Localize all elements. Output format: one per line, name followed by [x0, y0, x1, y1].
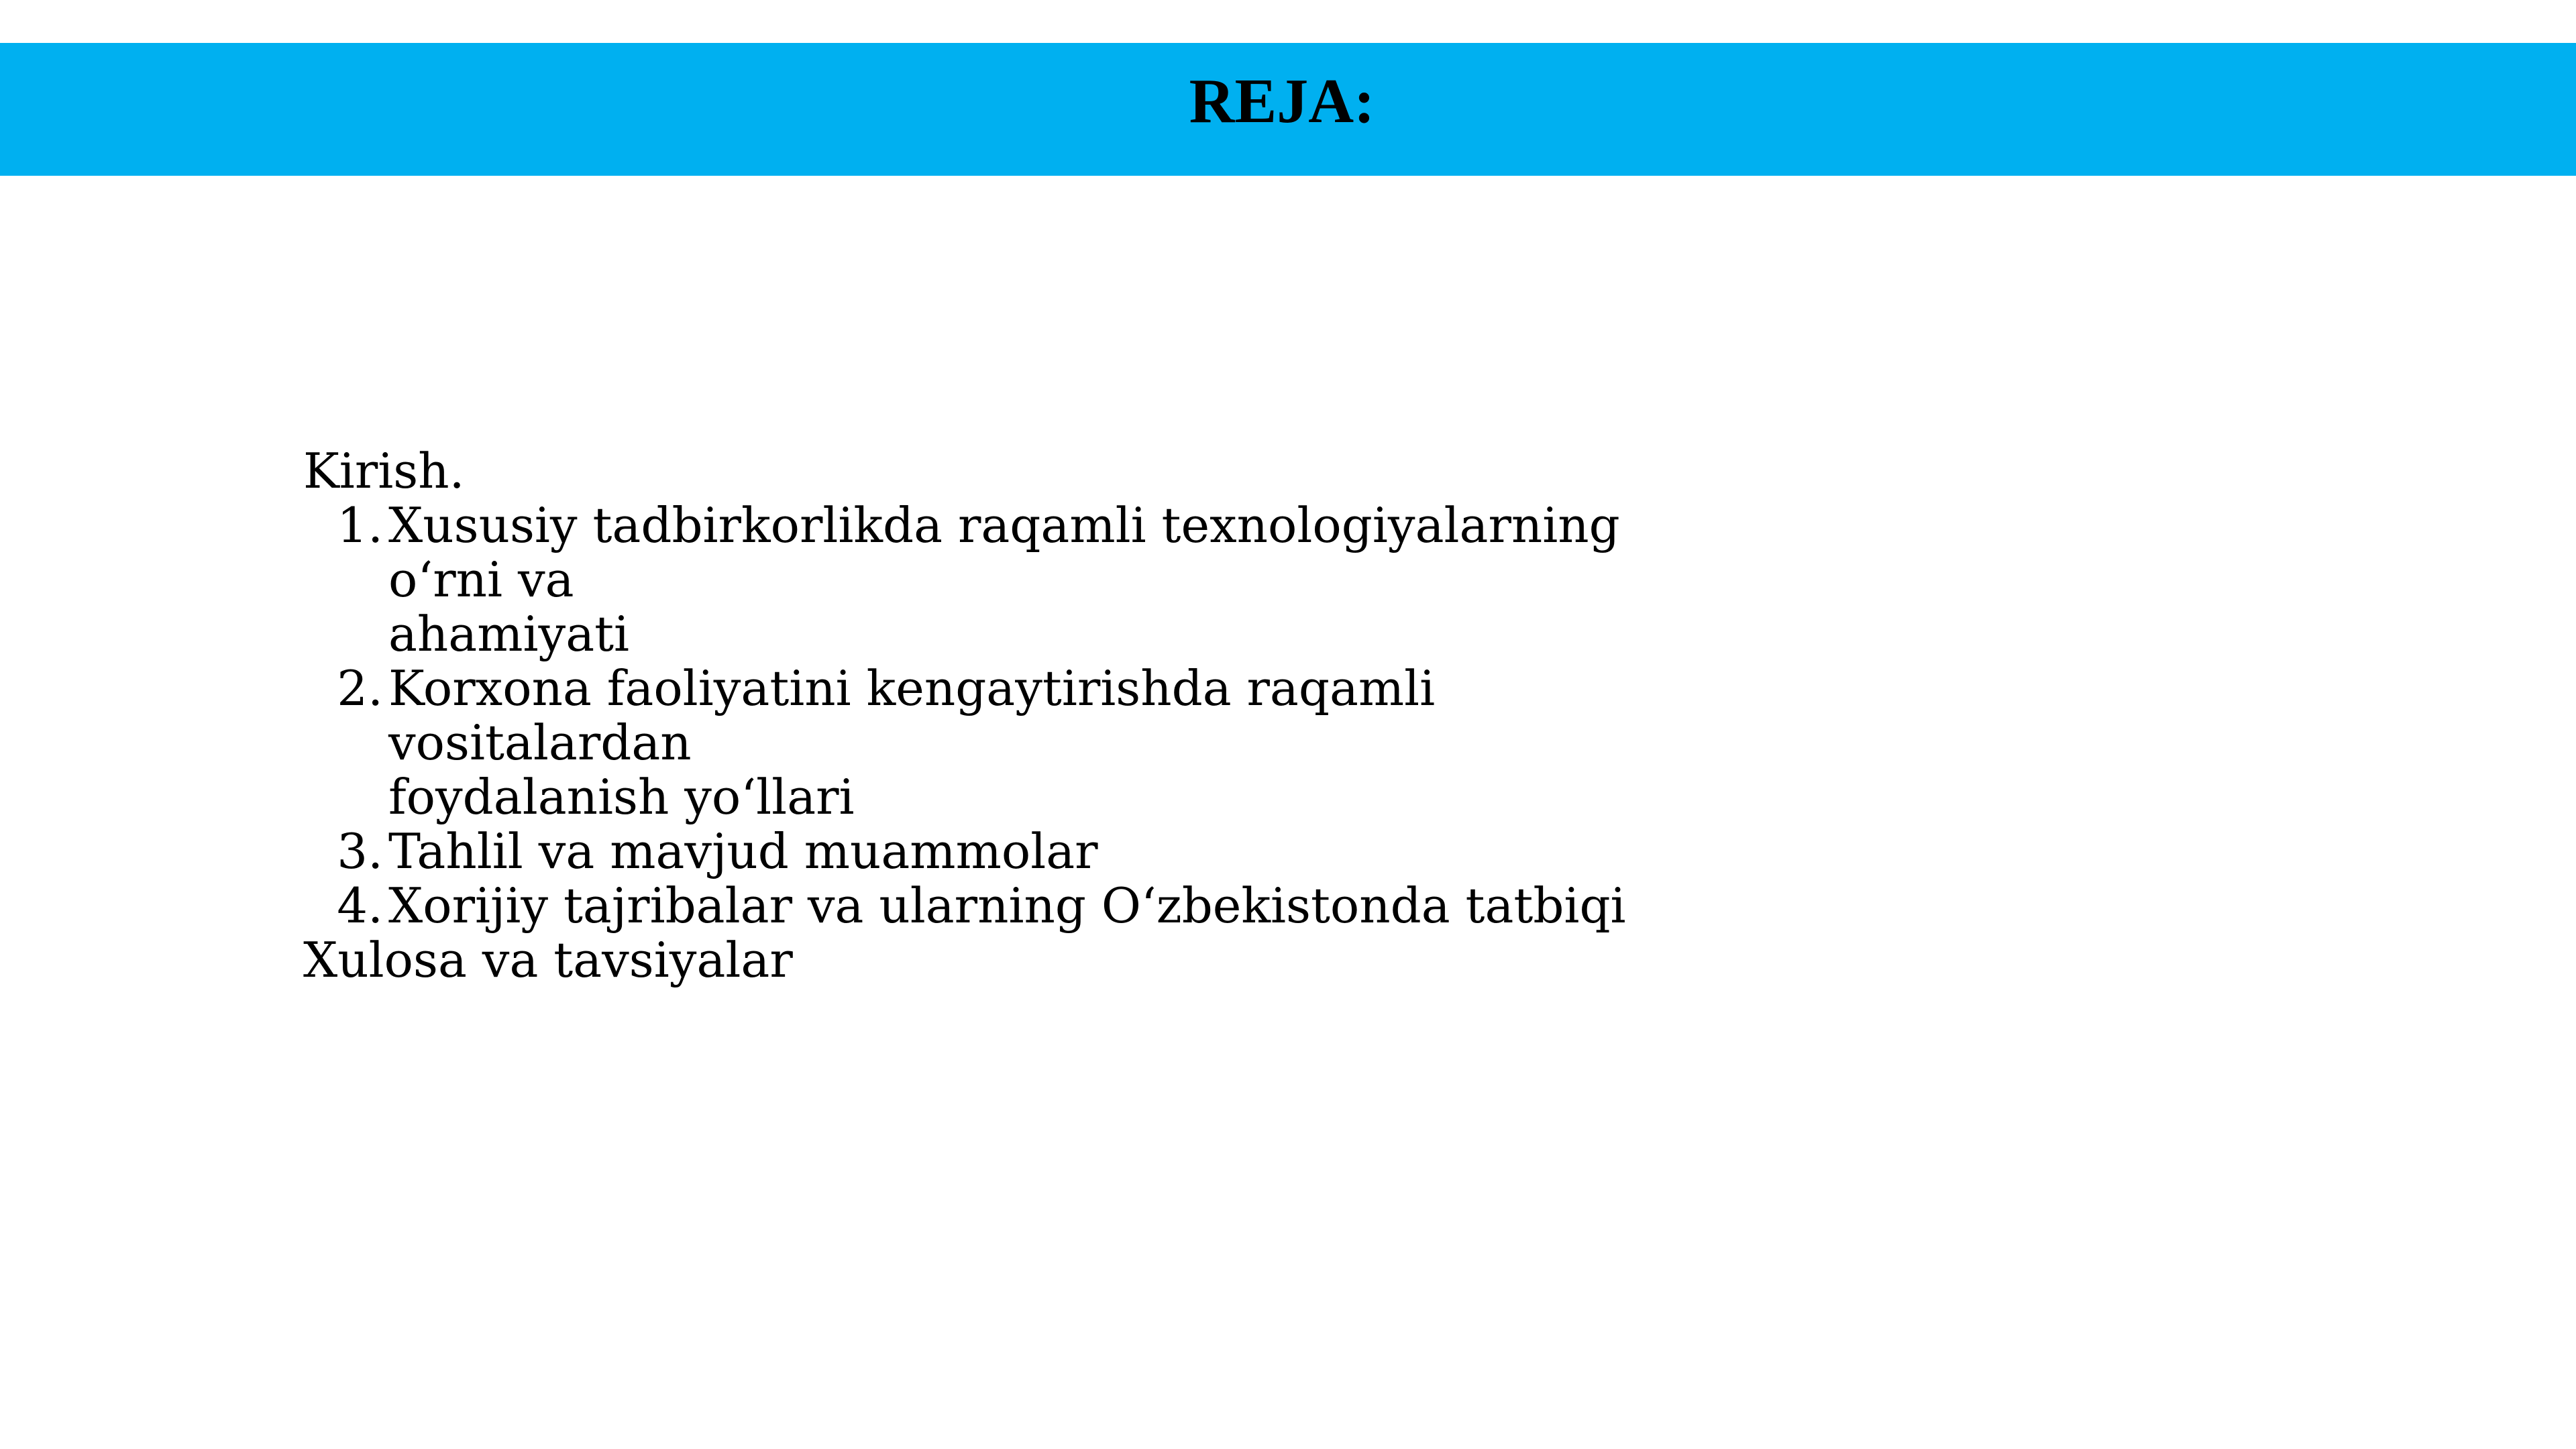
plan-item-number: 4.: [337, 877, 383, 934]
plan-item-1: [303, 498, 1712, 661]
conclusion-line: Xulosa va tavsiyalar: [303, 932, 793, 988]
plan-item-text-line: ahamiyati: [388, 606, 630, 662]
slide-title: REJA:: [1189, 66, 1375, 136]
plan-item-text-line: foydalanish yo‘llari: [388, 769, 855, 825]
intro-line: Kirish.: [303, 443, 465, 499]
plan-item-number: 1.: [337, 497, 383, 553]
plan-item-text-line: Xususiy tadbirkorlikda raqamli texnologiyalarning o‘rni va: [388, 497, 1620, 608]
plan-item-3: [303, 824, 1712, 879]
plan-item-number: 3.: [337, 823, 383, 879]
plan-item-2: [303, 661, 1712, 824]
plan-content: [303, 444, 1712, 987]
plan-list: [303, 498, 1712, 933]
plan-item-text-line: Xorijiy tajribalar va ularning O‘zbekistonda tatbiqi: [388, 877, 1626, 934]
plan-item-4: [303, 879, 1712, 933]
plan-item-text-line: Tahlil va mavjud muammolar: [388, 823, 1098, 879]
plan-item-number: 2.: [337, 660, 383, 716]
plan-item-text-line: Korxona faoliyatini kengaytirishda raqamli vositalardan: [388, 660, 1436, 771]
